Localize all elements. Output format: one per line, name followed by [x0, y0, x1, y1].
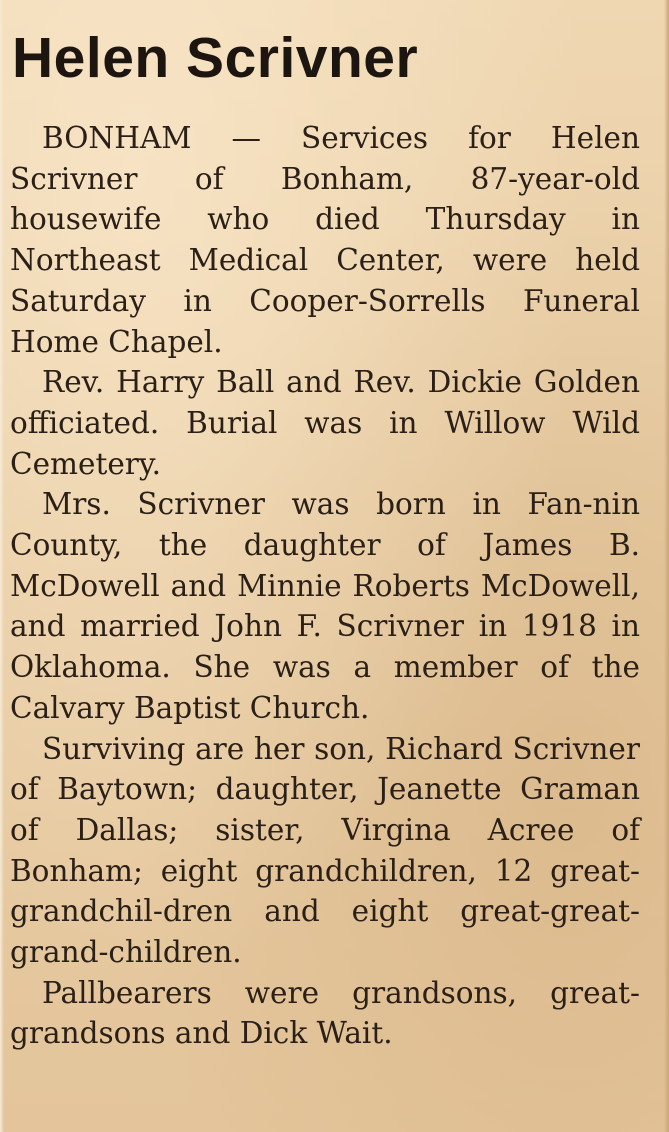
paragraph-pallbearers: Pallbearers were grandsons, great-grandsons and Dick Wait.: [10, 975, 640, 1051]
clipping-edge-left: [0, 0, 4, 1132]
clipping-edge-right: [664, 0, 669, 1132]
obituary-body: [10, 118, 640, 1054]
paragraph-survivors: Surviving are her son, Richard Scrivner of Baytown; daughter, Jeanette Graman of Dallas; sister, Virgina Acree of Bonham; eight grandchildren, 12 great-grandchil-dren and eight great-great-grand-children.: [10, 731, 640, 970]
obituary-headline: Helen Scrivner: [12, 26, 419, 90]
paragraph-officiants-burial: Rev. Harry Ball and Rev. Dickie Golden officiated. Burial was in Willow Wild Cemetery.: [10, 365, 640, 481]
paragraph-services: BONHAM — Services for Helen Scrivner of Bonham, 87-year-old housewife who died Thursday in Northeast Medical Center, were held Saturday in Cooper-Sorrells Funeral Home Chapel.: [10, 121, 640, 359]
paragraph-biography: Mrs. Scrivner was born in Fan-nin County, the daughter of James B. McDowell and Minnie Roberts McDowell, and married John F. Scrivner in 1918 in Oklahoma. She was a member of the Calvary Baptist Church.: [10, 487, 640, 725]
